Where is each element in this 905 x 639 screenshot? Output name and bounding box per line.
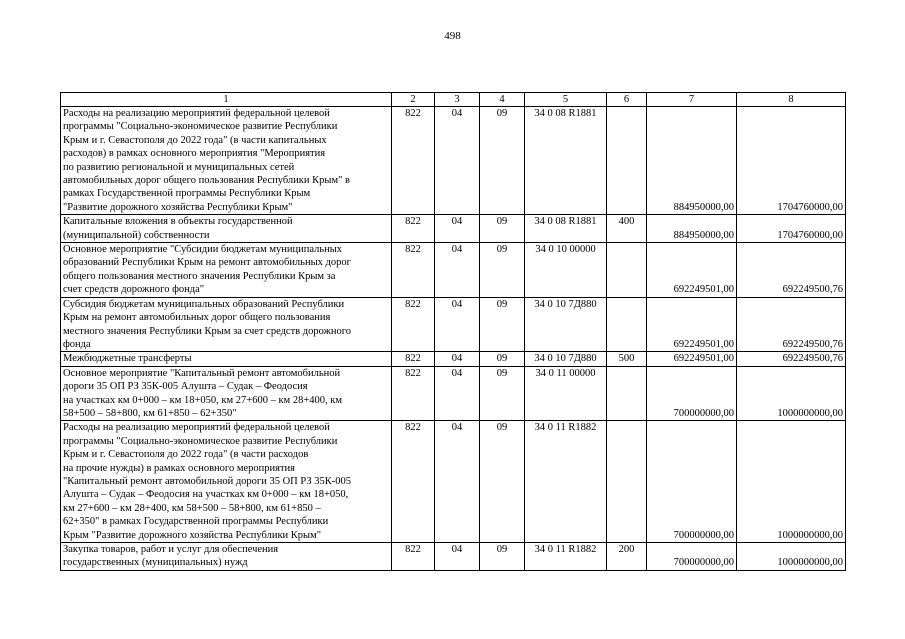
expense-type-cell: 400 xyxy=(607,215,647,243)
amount-cell: 700000000,00 xyxy=(647,543,737,571)
header-cell: 3 xyxy=(435,93,480,107)
description-cell: Субсидия бюджетам муниципальных образований Республики Крым на ремонт автомобильных дорог общего пользования местного значения Республики Крым за счет средств дорожного фонда xyxy=(61,297,392,352)
amount-cell: 1000000000,00 xyxy=(737,366,846,421)
target-article-cell: 34 0 08 R1881 xyxy=(525,107,607,215)
amount-cell: 1000000000,00 xyxy=(737,543,846,571)
section-cell: 04 xyxy=(435,297,480,352)
subsection-cell: 09 xyxy=(480,421,525,543)
target-article-cell: 34 0 11 R1882 xyxy=(525,421,607,543)
subsection-cell: 09 xyxy=(480,107,525,215)
amount-cell: 692249501,00 xyxy=(647,243,737,298)
amount-cell: 692249500,76 xyxy=(737,297,846,352)
code-cell: 822 xyxy=(392,107,435,215)
expense-type-cell: 200 xyxy=(607,543,647,571)
target-article-cell: 34 0 10 7Д880 xyxy=(525,297,607,352)
table-row xyxy=(61,243,846,298)
amount-cell: 692249501,00 xyxy=(647,297,737,352)
description-cell: Основное мероприятие "Капитальный ремонт автомобильной дороги 35 ОП РЗ 35К-005 Алушта – Судак – Феодосия на участках км 0+000 – км 18+050, км 27+600 – км 28+400, км 58+500 – 58+800, км 61+850 – 62+350" xyxy=(61,366,392,421)
amount-cell: 1000000000,00 xyxy=(737,421,846,543)
expense-type-cell xyxy=(607,366,647,421)
target-article-cell: 34 0 11 00000 xyxy=(525,366,607,421)
table-row xyxy=(61,215,846,243)
header-cell: 5 xyxy=(525,93,607,107)
budget-table xyxy=(60,92,846,571)
amount-cell: 1704760000,00 xyxy=(737,215,846,243)
description-cell: Межбюджетные трансферты xyxy=(61,352,392,366)
description-cell: Капитальные вложения в объекты государственной (муниципальной) собственности xyxy=(61,215,392,243)
table-row xyxy=(61,352,846,366)
description-cell: Расходы на реализацию мероприятий федеральной целевой программы "Социально-экономическое развитие Республики Крым и г. Севастополя до 2022 года" (в части капитальных расходов) в рамках основного мероприятия "Мероприятия по развитию региональной и муниципальных сетей автомобильных дорог общего пользования Республики Крым" в рамках Государственной программы Республики Крым "Развитие дорожного хозяйства Республики Крым" xyxy=(61,107,392,215)
code-cell: 822 xyxy=(392,543,435,571)
header-cell: 7 xyxy=(647,93,737,107)
subsection-cell: 09 xyxy=(480,297,525,352)
section-cell: 04 xyxy=(435,107,480,215)
expense-type-cell xyxy=(607,107,647,215)
subsection-cell: 09 xyxy=(480,366,525,421)
target-article-cell: 34 0 10 7Д880 xyxy=(525,352,607,366)
amount-cell: 692249500,76 xyxy=(737,352,846,366)
page-number: 498 xyxy=(444,30,461,42)
amount-cell: 700000000,00 xyxy=(647,421,737,543)
subsection-cell: 09 xyxy=(480,215,525,243)
code-cell: 822 xyxy=(392,215,435,243)
header-cell: 8 xyxy=(737,93,846,107)
code-cell: 822 xyxy=(392,297,435,352)
expense-type-cell: 500 xyxy=(607,352,647,366)
table-row xyxy=(61,366,846,421)
target-article-cell: 34 0 11 R1882 xyxy=(525,543,607,571)
table-header-row xyxy=(61,93,846,107)
expense-type-cell xyxy=(607,297,647,352)
expense-type-cell xyxy=(607,243,647,298)
header-cell: 2 xyxy=(392,93,435,107)
subsection-cell: 09 xyxy=(480,352,525,366)
amount-cell: 1704760000,00 xyxy=(737,107,846,215)
header-cell: 4 xyxy=(480,93,525,107)
table-row xyxy=(61,297,846,352)
description-cell: Основное мероприятие "Субсидии бюджетам муниципальных образований Республики Крым на ремонт автомобильных дорог общего пользования местного значения Республики Крым за счет средств дорожного фонда" xyxy=(61,243,392,298)
section-cell: 04 xyxy=(435,543,480,571)
target-article-cell: 34 0 08 R1881 xyxy=(525,215,607,243)
amount-cell: 692249501,00 xyxy=(647,352,737,366)
subsection-cell: 09 xyxy=(480,243,525,298)
amount-cell: 692249500,76 xyxy=(737,243,846,298)
section-cell: 04 xyxy=(435,421,480,543)
expense-type-cell xyxy=(607,421,647,543)
amount-cell: 884950000,00 xyxy=(647,107,737,215)
amount-cell: 700000000,00 xyxy=(647,366,737,421)
code-cell: 822 xyxy=(392,366,435,421)
table-row xyxy=(61,421,846,543)
description-cell: Расходы на реализацию мероприятий федеральной целевой программы "Социально-экономическое развитие Республики Крым и г. Севастополя до 2022 года" (в части расходов на прочие нужды) в рамках основного мероприятия "Капитальный ремонт автомобильной дороги 35 ОП РЗ 35К-005 Алушта – Судак – Феодосия на участках км 0+000 – км 18+050, км 27+600 – км 28+400, км 58+500 – 58+800, км 61+850 – 62+350" в рамках Государственной программы Республики Крым "Развитие дорожного хозяйства Республики Крым" xyxy=(61,421,392,543)
table-row xyxy=(61,107,846,215)
section-cell: 04 xyxy=(435,352,480,366)
table-row xyxy=(61,543,846,571)
code-cell: 822 xyxy=(392,352,435,366)
section-cell: 04 xyxy=(435,243,480,298)
header-cell: 1 xyxy=(61,93,392,107)
code-cell: 822 xyxy=(392,421,435,543)
header-cell: 6 xyxy=(607,93,647,107)
amount-cell: 884950000,00 xyxy=(647,215,737,243)
code-cell: 822 xyxy=(392,243,435,298)
description-cell: Закупка товаров, работ и услуг для обеспечения государственных (муниципальных) нужд xyxy=(61,543,392,571)
section-cell: 04 xyxy=(435,366,480,421)
target-article-cell: 34 0 10 00000 xyxy=(525,243,607,298)
section-cell: 04 xyxy=(435,215,480,243)
subsection-cell: 09 xyxy=(480,543,525,571)
